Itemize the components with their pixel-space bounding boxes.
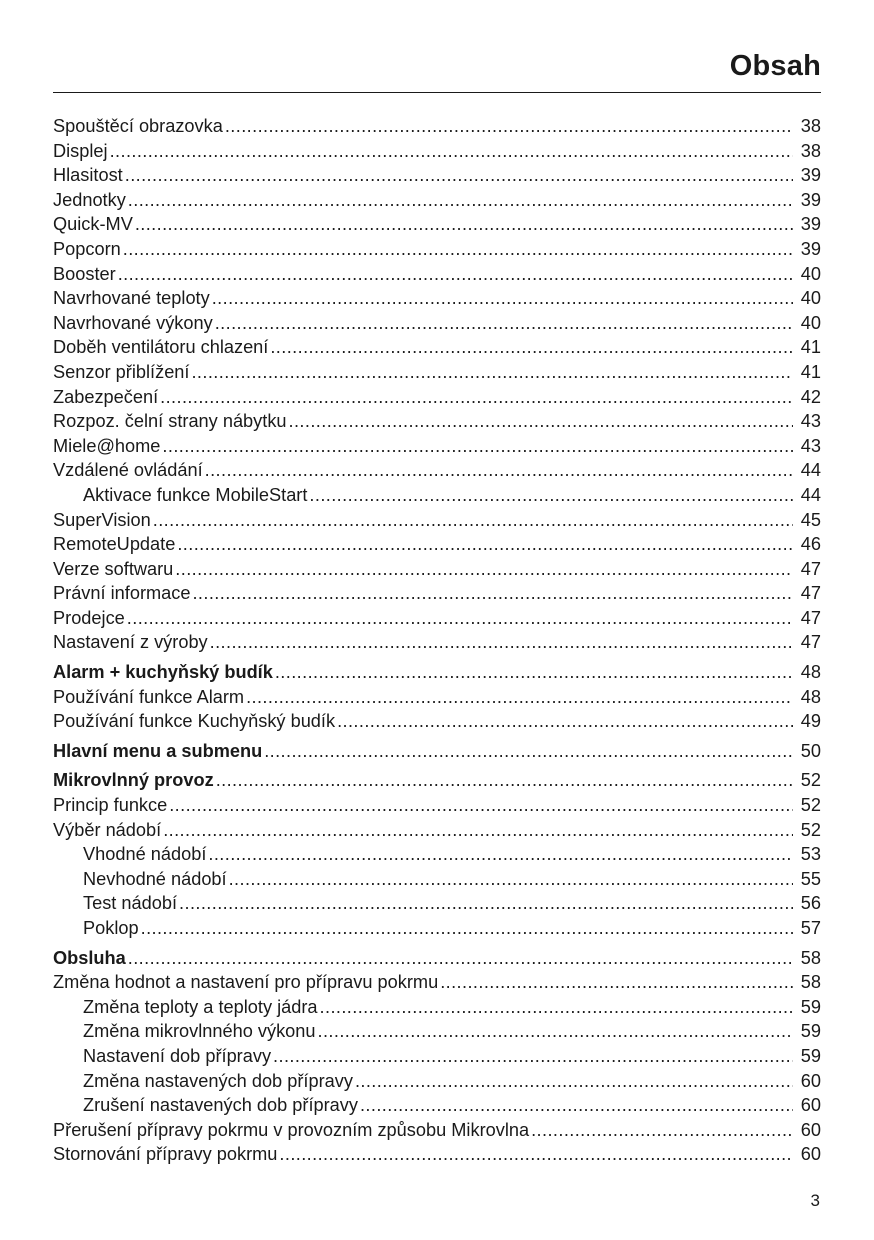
toc-entry-label: RemoteUpdate xyxy=(53,534,176,555)
toc-entry[interactable] xyxy=(53,188,821,213)
toc-entry[interactable] xyxy=(53,946,821,971)
toc-entry[interactable] xyxy=(53,606,821,631)
toc-subentry[interactable] xyxy=(53,867,821,892)
toc-entry-label: Jednotky xyxy=(53,189,126,210)
toc-dot-leader xyxy=(128,946,793,971)
toc-dot-leader xyxy=(141,916,793,941)
toc-entry[interactable] xyxy=(53,458,821,483)
toc-entry-page: 49 xyxy=(800,711,821,732)
toc-entry-page: 43 xyxy=(800,411,821,432)
toc-entry[interactable] xyxy=(53,434,821,459)
toc-entry-label: Používání funkce Alarm xyxy=(53,686,245,707)
toc-dot-leader xyxy=(275,660,793,685)
toc-entry-label: Stornování přípravy pokrmu xyxy=(53,1144,278,1165)
toc-dot-leader xyxy=(309,483,793,508)
toc-entry-page: 58 xyxy=(800,972,821,993)
toc-entry-page: 43 xyxy=(800,435,821,456)
toc-dot-leader xyxy=(225,114,793,139)
toc-entry-label: Nastavení dob přípravy xyxy=(83,1045,272,1066)
toc-entry-page: 38 xyxy=(800,140,821,161)
toc-entry[interactable] xyxy=(53,532,821,557)
toc-subentry[interactable] xyxy=(53,995,821,1020)
toc-dot-leader xyxy=(215,311,793,336)
toc-entry-page: 50 xyxy=(800,740,821,761)
toc-dot-leader xyxy=(216,768,793,793)
toc-entry[interactable] xyxy=(53,237,821,262)
toc-dot-leader xyxy=(153,508,793,533)
toc-entry[interactable] xyxy=(53,163,821,188)
toc-entry-label: Poklop xyxy=(83,918,139,938)
toc-entry-label: Zrušení nastavených dob přípravy xyxy=(83,1095,358,1116)
toc-entry-label: Výběr nádobí xyxy=(53,819,162,840)
toc-dot-leader xyxy=(169,793,793,818)
toc-dot-leader xyxy=(355,1069,793,1094)
toc-entry-page: 48 xyxy=(800,662,821,683)
toc-dot-leader xyxy=(246,685,793,710)
toc-entry-page: 55 xyxy=(800,868,821,889)
toc-entry-page: 44 xyxy=(800,484,821,505)
toc-dot-leader xyxy=(163,818,793,843)
toc-entry-label: Popcorn xyxy=(53,238,121,259)
toc-dot-leader xyxy=(279,1142,793,1167)
toc-entry-label: Miele@home xyxy=(53,435,161,456)
toc-dot-leader xyxy=(289,409,793,434)
toc-entry-page: 56 xyxy=(800,893,821,914)
toc-entry-label: Mikrovlnný provoz xyxy=(53,770,214,791)
table-of-contents xyxy=(53,114,821,1167)
toc-subentry[interactable] xyxy=(53,1019,821,1044)
toc-entry-page: 39 xyxy=(800,165,821,186)
toc-entry-label: Nastavení z výroby xyxy=(53,632,208,653)
toc-dot-leader xyxy=(177,532,793,557)
toc-dot-leader xyxy=(162,434,793,459)
toc-entry-page: 46 xyxy=(800,534,821,555)
toc-dot-leader xyxy=(270,335,793,360)
toc-dot-leader xyxy=(118,262,793,287)
toc-entry-label: Změna teploty a teploty jádra xyxy=(83,996,318,1017)
toc-entry-label: Vhodné nádobí xyxy=(83,844,207,865)
toc-dot-leader xyxy=(125,163,793,188)
toc-entry[interactable] xyxy=(53,508,821,533)
toc-entry-page: 59 xyxy=(800,1045,821,1066)
toc-entry[interactable] xyxy=(53,739,821,764)
toc-entry-label: Test nádobí xyxy=(83,893,178,914)
toc-entry[interactable] xyxy=(53,685,821,710)
toc-dot-leader xyxy=(128,188,793,213)
toc-subentry[interactable] xyxy=(53,1069,821,1094)
toc-entry-page: 42 xyxy=(800,386,821,407)
toc-entry-label: Senzor přiblížení xyxy=(53,361,190,382)
toc-dot-leader xyxy=(191,360,793,385)
page-title: Obsah xyxy=(729,50,821,82)
toc-entry-label: Používání funkce Kuchyňský budík xyxy=(53,711,336,732)
toc-entry-label: Spouštěcí obrazovka xyxy=(53,116,223,136)
toc-entry[interactable] xyxy=(53,793,821,818)
toc-entry-page: 40 xyxy=(800,312,821,333)
toc-dot-leader xyxy=(175,557,793,582)
toc-entry-label: Změna nastavených dob přípravy xyxy=(83,1070,353,1091)
toc-subentry[interactable] xyxy=(53,1044,821,1069)
toc-entry-page: 41 xyxy=(800,361,821,382)
toc-dot-leader xyxy=(531,1118,793,1143)
toc-entry-page: 39 xyxy=(800,214,821,235)
toc-entry[interactable] xyxy=(53,139,821,164)
toc-entry[interactable] xyxy=(53,311,821,336)
toc-dot-leader xyxy=(264,739,793,764)
toc-dot-leader xyxy=(160,385,793,410)
toc-subentry[interactable] xyxy=(53,1093,821,1118)
toc-entry-page: 52 xyxy=(800,819,821,840)
toc-dot-leader xyxy=(360,1093,793,1118)
toc-entry[interactable] xyxy=(53,409,821,434)
toc-entry-label: SuperVision xyxy=(53,509,151,530)
toc-entry[interactable] xyxy=(53,1118,821,1143)
toc-entry-label: Vzdálené ovládání xyxy=(53,460,203,481)
toc-entry[interactable] xyxy=(53,1142,821,1167)
toc-entry-label: Booster xyxy=(53,263,116,284)
toc-entry-label: Verze softwaru xyxy=(53,558,174,579)
toc-entry[interactable] xyxy=(53,286,821,311)
toc-dot-leader xyxy=(337,709,793,734)
toc-subentry[interactable] xyxy=(53,891,821,916)
toc-entry[interactable] xyxy=(53,818,821,843)
toc-dot-leader xyxy=(123,237,793,262)
toc-entry[interactable] xyxy=(53,630,821,655)
toc-entry-label: Aktivace funkce MobileStart xyxy=(83,484,308,505)
toc-dot-leader xyxy=(229,867,793,892)
toc-entry-page: 59 xyxy=(800,1021,821,1042)
toc-entry-page: 60 xyxy=(800,1119,821,1140)
toc-dot-leader xyxy=(205,458,793,483)
toc-entry-page: 47 xyxy=(800,632,821,653)
page-header xyxy=(53,48,821,93)
toc-entry-page: 52 xyxy=(800,770,821,791)
toc-entry[interactable] xyxy=(53,581,821,606)
toc-entry-page: 58 xyxy=(800,947,821,968)
toc-dot-leader xyxy=(135,212,793,237)
toc-entry[interactable] xyxy=(53,660,821,685)
toc-entry-page: 39 xyxy=(800,189,821,210)
toc-entry-page: 41 xyxy=(800,337,821,358)
toc-entry-label: Zabezpečení xyxy=(53,386,159,407)
toc-entry-label: Princip funkce xyxy=(53,795,168,816)
toc-entry-page: 60 xyxy=(800,1070,821,1091)
toc-entry-page: 44 xyxy=(800,460,821,481)
toc-entry-page: 47 xyxy=(800,607,821,628)
toc-entry-label: Obsluha xyxy=(53,947,126,968)
toc-entry-label: Hlavní menu a submenu xyxy=(53,740,263,761)
toc-entry-label: Navrhované teploty xyxy=(53,288,210,309)
toc-dot-leader xyxy=(210,630,793,655)
toc-entry[interactable] xyxy=(53,970,821,995)
toc-entry[interactable] xyxy=(53,557,821,582)
toc-dot-leader xyxy=(127,606,793,631)
toc-entry-label: Hlasitost xyxy=(53,165,123,186)
toc-entry-page: 59 xyxy=(800,996,821,1017)
toc-entry-page: 48 xyxy=(800,686,821,707)
toc-entry-page: 52 xyxy=(800,795,821,816)
toc-entry[interactable] xyxy=(53,212,821,237)
toc-entry[interactable] xyxy=(53,114,821,139)
toc-entry-page: 40 xyxy=(800,288,821,309)
toc-entry-page: 47 xyxy=(800,583,821,604)
toc-entry-label: Změna mikrovlnného výkonu xyxy=(83,1021,316,1042)
toc-entry-page: 60 xyxy=(800,1095,821,1116)
toc-entry[interactable] xyxy=(53,335,821,360)
toc-dot-leader xyxy=(212,286,793,311)
toc-entry-label: Alarm + kuchyňský budík xyxy=(53,662,273,683)
toc-entry-page: 40 xyxy=(800,263,821,284)
toc-entry-label: Quick-MV xyxy=(53,214,133,235)
toc-dot-leader xyxy=(179,891,793,916)
toc-entry-label: Rozpoz. čelní strany nábytku xyxy=(53,411,287,432)
toc-entry-page: 60 xyxy=(800,1144,821,1165)
toc-entry[interactable] xyxy=(53,385,821,410)
toc-dot-leader xyxy=(440,970,793,995)
toc-entry-label: Doběh ventilátoru chlazení xyxy=(53,337,269,358)
toc-dot-leader xyxy=(110,139,793,164)
toc-subentry[interactable] xyxy=(53,483,821,508)
toc-entry-page: 45 xyxy=(800,509,821,530)
toc-dot-leader xyxy=(208,842,793,867)
toc-dot-leader xyxy=(192,581,793,606)
toc-entry-page: 38 xyxy=(800,116,821,136)
toc-entry-page: 53 xyxy=(800,844,821,865)
toc-dot-leader xyxy=(273,1044,793,1069)
toc-entry-label: Nevhodné nádobí xyxy=(83,868,227,889)
toc-subentry[interactable] xyxy=(53,916,821,941)
toc-entry-page: 47 xyxy=(800,558,821,579)
toc-entry[interactable] xyxy=(53,709,821,734)
toc-entry-label: Navrhované výkony xyxy=(53,312,213,333)
toc-dot-leader xyxy=(318,1019,793,1044)
toc-entry-label: Displej xyxy=(53,140,108,161)
toc-entry-page: 39 xyxy=(800,238,821,259)
toc-dot-leader xyxy=(320,995,793,1020)
toc-entry[interactable] xyxy=(53,768,821,793)
toc-entry[interactable] xyxy=(53,262,821,287)
toc-entry-label: Změna hodnot a nastavení pro přípravu pokrmu xyxy=(53,972,439,993)
toc-subentry[interactable] xyxy=(53,842,821,867)
toc-entry-page: 57 xyxy=(800,918,821,938)
page-number: 3 xyxy=(810,1191,820,1210)
toc-entry-label: Přerušení přípravy pokrmu v provozním způsobu Mikrovlna xyxy=(53,1119,530,1140)
toc-entry-label: Prodejce xyxy=(53,607,125,628)
toc-entry-label: Právní informace xyxy=(53,583,191,604)
toc-entry[interactable] xyxy=(53,360,821,385)
